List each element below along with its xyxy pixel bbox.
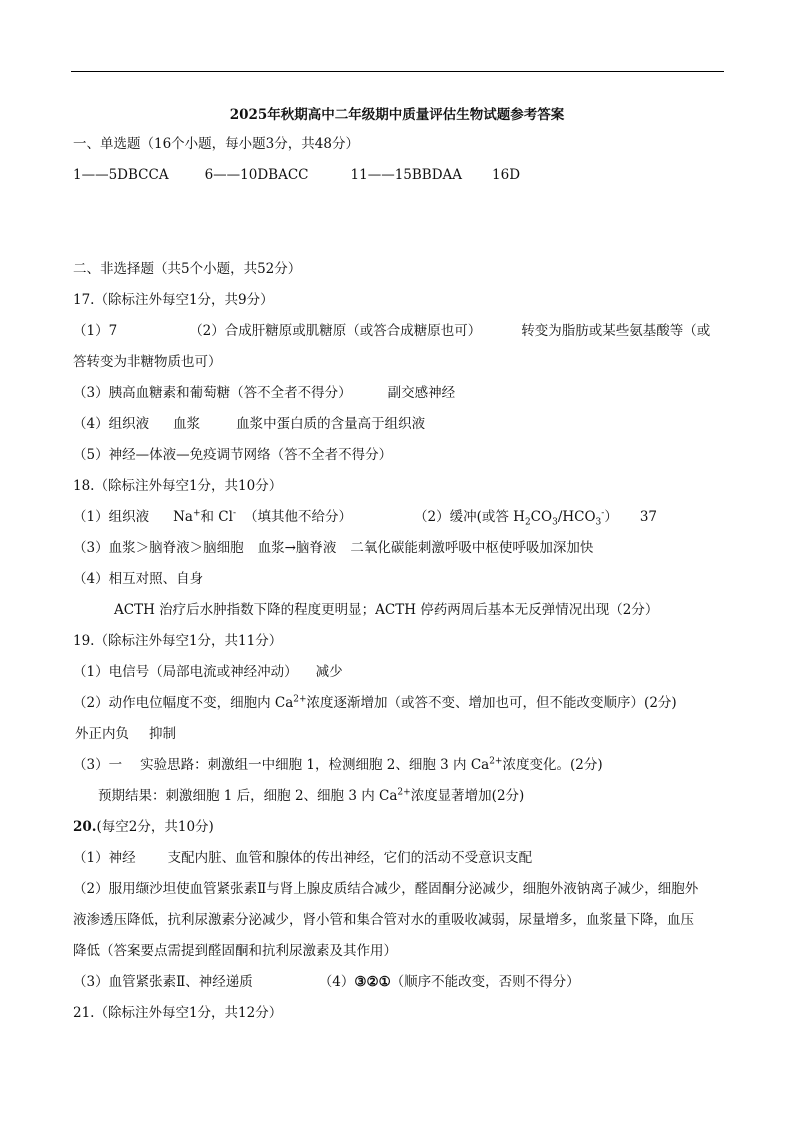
q17-line-2: 答转变为非糖物质也可） bbox=[73, 354, 222, 370]
q19-answer-3b: 抑制 bbox=[149, 726, 176, 742]
q17-line-5: （5）神经—体液—免疫调节网络（答不全者不得分） bbox=[73, 447, 393, 463]
q19-line-3 bbox=[75, 725, 176, 743]
q17-answer-1: （1）7 bbox=[73, 323, 118, 339]
q20-answer-3: （3）血管紧张素Ⅱ、神经递质 bbox=[73, 974, 253, 990]
q17-answer-4c: 血浆中蛋白质的含量高于组织液 bbox=[236, 416, 426, 432]
q19-answer-3a: 外正内负 bbox=[75, 726, 129, 742]
q20-answer-4: （4）③②①（顺序不能改变，否则不得分） bbox=[318, 974, 580, 990]
q19-line-5: 预期结果：刺激细胞 1 后，细胞 2、细胞 3 内 $Ca^{2+}$浓度显著增加(2分) bbox=[98, 787, 525, 804]
q19-line-4 bbox=[73, 756, 603, 774]
q20-line-2: （2）服用缬沙坦使血管紧张素Ⅱ与肾上腺皮质结合减少，醛固酮分泌减少，细胞外液钠离子减少，细胞外 bbox=[73, 881, 699, 897]
q18-answer-1a: （1）组织液 bbox=[73, 509, 150, 525]
q18-answer-3a: （3）血浆＞脑脊液＞脑细胞 bbox=[73, 540, 244, 556]
q17-heading: 17.（除标注外每空1分，共9分） bbox=[73, 292, 274, 308]
q19-answer-1b: 减少 bbox=[315, 664, 343, 680]
q20-answer-1a: （1）神经 bbox=[73, 850, 136, 866]
header-rule bbox=[71, 71, 724, 72]
q19-answer-4a: （3）一 bbox=[73, 757, 123, 773]
q18-heading: 18.（除标注外每空1分，共10分） bbox=[73, 478, 283, 494]
q19-answer-1a: （1）电信号（局部电流或神经冲动） bbox=[73, 664, 298, 680]
q20-answer-1b: 支配内脏、血管和腺体的传出神经，它们的活动不受意识支配 bbox=[167, 850, 533, 866]
page-title: 2025年秋期高中二年级期中质量评估生物试题参考答案 bbox=[229, 107, 565, 123]
mcq-answers bbox=[73, 166, 520, 184]
q20-heading: 20.(每空2分，共10分) bbox=[73, 819, 214, 835]
q18-answer-1c: （填其他不给分） bbox=[244, 509, 353, 525]
q19-line-1 bbox=[73, 663, 343, 681]
q18-answer-3b: 血浆→脑脊液 bbox=[257, 540, 337, 556]
q18-line-2 bbox=[73, 539, 593, 557]
q17-line-3 bbox=[73, 384, 455, 402]
mcq-answer-11-15: 11——15BBDAA bbox=[350, 167, 463, 183]
q18-line-3: （4）相互对照、自身 bbox=[73, 571, 204, 587]
section-1-heading: 一、单选题（16个小题，每小题3分，共48分） bbox=[73, 136, 359, 152]
q18-answer-2: （2）缓冲(或答 $H_2CO_3/HCO_3^-$） bbox=[414, 508, 618, 528]
q17-answer-3a: （3）胰高血糖素和葡萄糖（答不全者不得分） bbox=[73, 385, 352, 401]
q17-answer-3b: 副交感神经 bbox=[387, 385, 456, 401]
q17-answer-2b: 转变为脂肪或某些氨基酸等（或 bbox=[521, 323, 711, 339]
mcq-answer-6-10: 6——10DBACC bbox=[204, 167, 309, 183]
section-2-heading: 二、非选择题（共5个小题，共52分） bbox=[73, 261, 302, 277]
q18-answer-temp: 37 bbox=[639, 509, 657, 525]
q17-answer-2a: （2）合成肝糖原或肌糖原（或答合成糖原也可） bbox=[189, 323, 482, 339]
q18-line-1 bbox=[73, 508, 657, 526]
q19-line-2: （2）动作电位幅度不变，细胞内 $Ca^{2+}$浓度逐渐增加（或答不变、增加也可，但不能改变顺序）(2分) bbox=[73, 694, 677, 711]
q18-line-4: ACTH 治疗后水肿指数下降的程度更明显；ACTH 停药两周后基本无反弹情况出现（2分） bbox=[114, 602, 659, 618]
q17-answer-4a: （4）组织液 bbox=[73, 416, 150, 432]
q18-answer-3c: 二氧化碳能刺激呼吸中枢使呼吸加深加快 bbox=[350, 540, 594, 556]
q17-line-1 bbox=[73, 322, 710, 340]
q19-heading: 19.（除标注外每空1分，共11分） bbox=[73, 633, 283, 649]
q17-answer-4b: 血浆 bbox=[173, 416, 201, 432]
q19-answer-4b: 实验思路：刺激组一中细胞 1，检测细胞 2、细胞 3 内 $Ca^{2+}$浓度变化。(2分) bbox=[140, 756, 603, 773]
q20-line-5 bbox=[73, 973, 580, 991]
q20-line-1 bbox=[73, 849, 532, 867]
q21-heading: 21.（除标注外每空1分，共12分） bbox=[73, 1005, 283, 1021]
mcq-answer-1-5: 1——5DBCCA bbox=[73, 167, 169, 183]
mcq-answer-16: 16D bbox=[492, 167, 521, 183]
q20-line-3: 液渗透压降低，抗利尿激素分泌减少，肾小管和集合管对水的重吸收减弱，尿量增多，血浆量下降，血压 bbox=[73, 912, 694, 928]
q17-line-4 bbox=[73, 415, 425, 433]
q20-line-4: 降低（答案要点需提到醛固酮和抗利尿激素及其作用） bbox=[73, 943, 397, 959]
q18-answer-1b: Na+和 Cl- bbox=[173, 508, 237, 525]
